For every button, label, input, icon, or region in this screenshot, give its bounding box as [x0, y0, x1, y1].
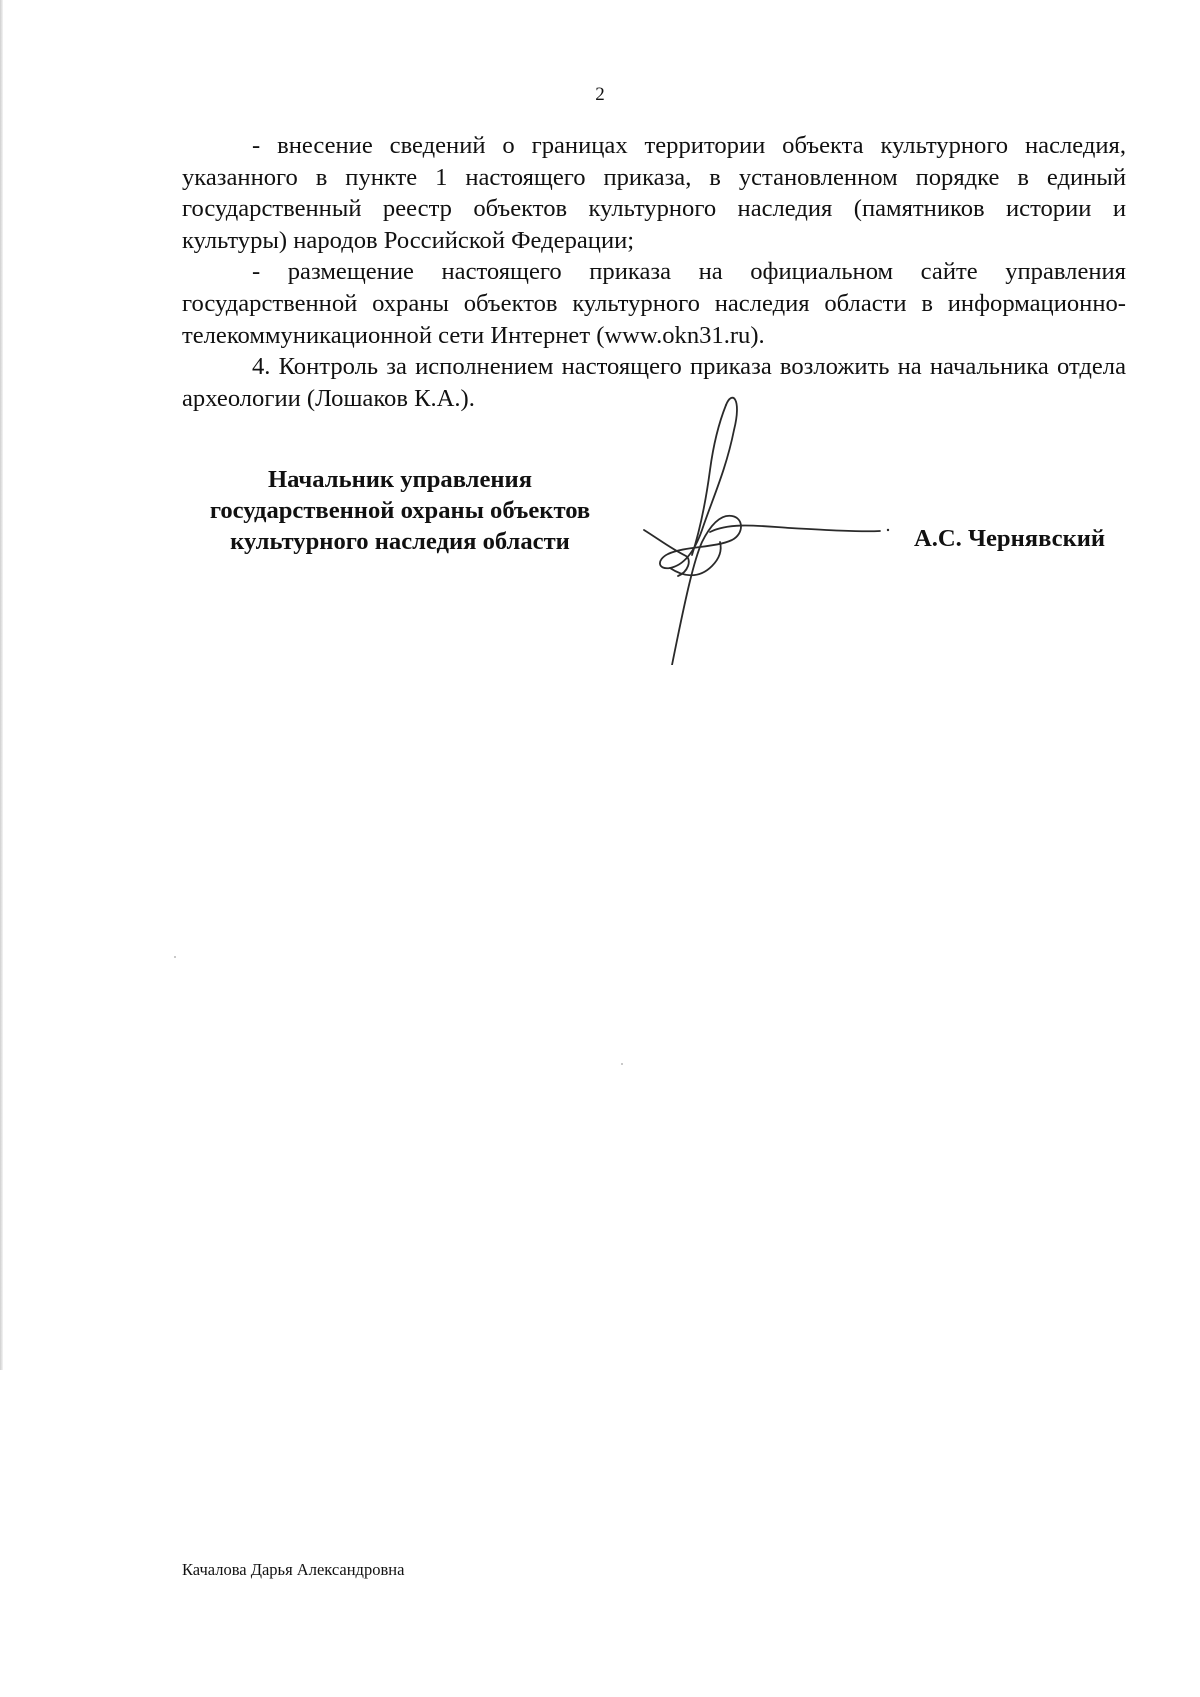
executor-name: Качалова Дарья Александровна [182, 1560, 405, 1579]
paragraph-website-publication: - размещение настоящего приказа на официальном сайте управления государственной охраны объектов культурного наследия области в информационно-телекоммуникационной сети Интернет (www.okn31.ru). [182, 258, 1126, 349]
handwritten-signature [640, 390, 900, 665]
signatory-position-line: культурного наследия области [230, 528, 570, 555]
signatory-name: А.С. Чернявский [914, 525, 1106, 552]
signatory-position-line: государственной охраны объектов [209, 497, 591, 524]
document-body [182, 130, 1126, 414]
signatory-position-line: Начальник управления [267, 466, 533, 493]
scan-speck [174, 956, 176, 958]
signatory-position [180, 464, 620, 557]
page-left-edge [0, 0, 3, 1370]
paragraph-registry-entry: - внесение сведений о границах территории объекта культурного наследия, указанного в пункте 1 настоящего приказа, в установленном порядке в единый государственный реестр объектов культурного наследия (памятников истории и культуры) народов Российской Федерации; [182, 132, 1126, 254]
page-number: 2 [595, 84, 605, 105]
paragraph-control-clause: 4. Контроль за исполнением настоящего приказа возложить на начальника отдела археологии (Лошаков К.А.). [182, 353, 1126, 412]
scan-speck [621, 1063, 623, 1065]
